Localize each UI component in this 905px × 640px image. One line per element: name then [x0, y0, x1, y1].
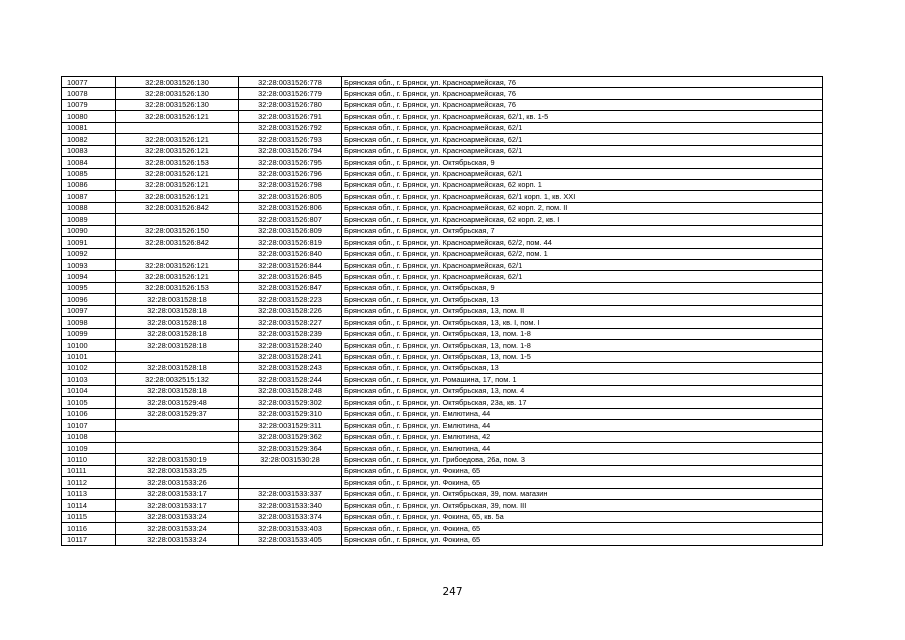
- cadastral-number-cell: 32:28:0031529:362: [239, 431, 342, 442]
- cadastral-number-cell: 32:28:0031529:311: [239, 420, 342, 431]
- table-row: [62, 534, 823, 545]
- table-row: [62, 340, 823, 351]
- table-row: [62, 465, 823, 476]
- table-row: [62, 191, 823, 202]
- cadastral-number-cell: 32:28:0031526:780: [239, 99, 342, 110]
- table-row: [62, 111, 823, 122]
- parent-cadastral-number-cell: [116, 214, 239, 225]
- table-row: [62, 500, 823, 511]
- address-cell: Брянская обл., г. Брянск, ул. Красноармейская, 62 корп. 2, кв. I: [342, 214, 823, 225]
- cadastral-number-cell: 32:28:0031528:227: [239, 317, 342, 328]
- record-number-cell: 10097: [62, 305, 116, 316]
- record-number-cell: 10086: [62, 179, 116, 190]
- cadastral-number-cell: 32:28:0031526:840: [239, 248, 342, 259]
- parent-cadastral-number-cell: 32:28:0031528:18: [116, 340, 239, 351]
- record-number-cell: 10116: [62, 523, 116, 534]
- address-cell: Брянская обл., г. Брянск, ул. Красноармейская, 62/1, кв. 1-5: [342, 111, 823, 122]
- address-cell: Брянская обл., г. Брянск, ул. Красноармейская, 76: [342, 88, 823, 99]
- cadastral-number-cell: 32:28:0031526:805: [239, 191, 342, 202]
- record-number-cell: 10108: [62, 431, 116, 442]
- table-row: [62, 488, 823, 499]
- record-number-cell: 10100: [62, 340, 116, 351]
- address-cell: Брянская обл., г. Брянск, ул. Емлютина, 44: [342, 408, 823, 419]
- table-row: [62, 282, 823, 293]
- record-number-cell: 10077: [62, 77, 116, 88]
- address-cell: Брянская обл., г. Брянск, ул. Фокина, 65: [342, 465, 823, 476]
- record-number-cell: 10105: [62, 397, 116, 408]
- cadastral-number-cell: 32:28:0031533:340: [239, 500, 342, 511]
- parent-cadastral-number-cell: 32:28:0031533:17: [116, 488, 239, 499]
- parent-cadastral-number-cell: 32:28:0031526:121: [116, 191, 239, 202]
- address-cell: Брянская обл., г. Брянск, ул. Октябрьская, 9: [342, 157, 823, 168]
- record-number-cell: 10106: [62, 408, 116, 419]
- table-row: [62, 157, 823, 168]
- address-cell: Брянская обл., г. Брянск, ул. Красноармейская, 62/1: [342, 145, 823, 156]
- address-cell: Брянская обл., г. Брянск, ул. Фокина, 65: [342, 534, 823, 545]
- parent-cadastral-number-cell: 32:28:0031533:24: [116, 523, 239, 534]
- record-number-cell: 10078: [62, 88, 116, 99]
- record-number-cell: 10112: [62, 477, 116, 488]
- parent-cadastral-number-cell: 32:28:0031526:121: [116, 134, 239, 145]
- table-row: [62, 99, 823, 110]
- table-row: [62, 248, 823, 259]
- record-number-cell: 10090: [62, 225, 116, 236]
- cadastral-number-cell: 32:28:0031526:792: [239, 122, 342, 133]
- cadastral-number-cell: 32:28:0031526:847: [239, 282, 342, 293]
- table-row: [62, 179, 823, 190]
- table-row: [62, 362, 823, 373]
- address-cell: Брянская обл., г. Брянск, ул. Емлютина, 44: [342, 443, 823, 454]
- record-number-cell: 10110: [62, 454, 116, 465]
- table-row: [62, 168, 823, 179]
- cadastral-number-cell: 32:28:0031526:794: [239, 145, 342, 156]
- address-cell: Брянская обл., г. Брянск, ул. Красноармейская, 76: [342, 77, 823, 88]
- address-cell: Брянская обл., г. Брянск, ул. Октябрьская, 39, пом. магазин: [342, 488, 823, 499]
- record-number-cell: 10103: [62, 374, 116, 385]
- table-row: [62, 134, 823, 145]
- address-cell: Брянская обл., г. Брянск, ул. Октябрьская, 7: [342, 225, 823, 236]
- record-number-cell: 10099: [62, 328, 116, 339]
- parent-cadastral-number-cell: 32:28:0031526:121: [116, 271, 239, 282]
- cadastral-number-cell: 32:28:0031526:795: [239, 157, 342, 168]
- table-row: [62, 214, 823, 225]
- parent-cadastral-number-cell: 32:28:0031526:121: [116, 145, 239, 156]
- record-number-cell: 10101: [62, 351, 116, 362]
- parent-cadastral-number-cell: 32:28:0031526:842: [116, 202, 239, 213]
- cadastral-number-cell: 32:28:0031530:28: [239, 454, 342, 465]
- cadastral-number-cell: 32:28:0031526:809: [239, 225, 342, 236]
- parent-cadastral-number-cell: 32:28:0031526:842: [116, 237, 239, 248]
- parent-cadastral-number-cell: 32:28:0031528:18: [116, 362, 239, 373]
- record-number-cell: 10092: [62, 248, 116, 259]
- record-number-cell: 10088: [62, 202, 116, 213]
- record-number-cell: 10098: [62, 317, 116, 328]
- record-number-cell: 10104: [62, 385, 116, 396]
- cadastral-number-cell: 32:28:0031526:798: [239, 179, 342, 190]
- parent-cadastral-number-cell: [116, 443, 239, 454]
- table-row: [62, 351, 823, 362]
- table-row: [62, 305, 823, 316]
- table-row: [62, 88, 823, 99]
- address-cell: Брянская обл., г. Брянск, ул. Ромашина, 17, пом. 1: [342, 374, 823, 385]
- table-row: [62, 328, 823, 339]
- parent-cadastral-number-cell: 32:28:0031526:150: [116, 225, 239, 236]
- table-row: [62, 385, 823, 396]
- address-cell: Брянская обл., г. Брянск, ул. Грибоедова, 26а, пом. 3: [342, 454, 823, 465]
- address-cell: Брянская обл., г. Брянск, ул. Красноармейская, 62 корп. 1: [342, 179, 823, 190]
- record-number-cell: 10107: [62, 420, 116, 431]
- parent-cadastral-number-cell: 32:28:0031526:121: [116, 260, 239, 271]
- address-cell: Брянская обл., г. Брянск, ул. Фокина, 65: [342, 523, 823, 534]
- cadastral-number-cell: 32:28:0031526:807: [239, 214, 342, 225]
- parent-cadastral-number-cell: 32:28:0031528:18: [116, 328, 239, 339]
- address-cell: Брянская обл., г. Брянск, ул. Октябрьская, 13: [342, 294, 823, 305]
- address-cell: Брянская обл., г. Брянск, ул. Красноармейская, 62/1: [342, 168, 823, 179]
- record-number-cell: 10095: [62, 282, 116, 293]
- parent-cadastral-number-cell: 32:28:0031529:48: [116, 397, 239, 408]
- cadastral-number-cell: 32:28:0031528:244: [239, 374, 342, 385]
- table-row: [62, 523, 823, 534]
- cadastral-number-cell: 32:28:0031529:364: [239, 443, 342, 454]
- parent-cadastral-number-cell: 32:28:0031529:37: [116, 408, 239, 419]
- cadastral-number-cell: 32:28:0031528:243: [239, 362, 342, 373]
- cadastral-number-cell: 32:28:0031533:337: [239, 488, 342, 499]
- cadastral-number-cell: 32:28:0031526:845: [239, 271, 342, 282]
- parent-cadastral-number-cell: 32:28:0031526:121: [116, 111, 239, 122]
- parent-cadastral-number-cell: 32:28:0031530:19: [116, 454, 239, 465]
- cadastral-number-cell: 32:28:0031529:302: [239, 397, 342, 408]
- record-number-cell: 10079: [62, 99, 116, 110]
- cadastral-number-cell: 32:28:0031528:226: [239, 305, 342, 316]
- parent-cadastral-number-cell: 32:28:0031533:17: [116, 500, 239, 511]
- address-cell: Брянская обл., г. Брянск, ул. Красноармейская, 62/1 корп. 1, кв. XXI: [342, 191, 823, 202]
- parent-cadastral-number-cell: 32:28:0031526:130: [116, 99, 239, 110]
- address-cell: Брянская обл., г. Брянск, ул. Октябрьская, 13, пом. 1-8: [342, 328, 823, 339]
- table-row: [62, 202, 823, 213]
- table-row: [62, 260, 823, 271]
- cadastral-number-cell: 32:28:0031526:793: [239, 134, 342, 145]
- address-cell: Брянская обл., г. Брянск, ул. Красноармейская, 62 корп. 2, пом. II: [342, 202, 823, 213]
- table-row: [62, 397, 823, 408]
- cadastral-number-cell: 32:28:0031533:405: [239, 534, 342, 545]
- record-number-cell: 10087: [62, 191, 116, 202]
- cadastral-number-cell: 32:28:0031526:796: [239, 168, 342, 179]
- cadastral-number-cell: 32:28:0031526:806: [239, 202, 342, 213]
- parent-cadastral-number-cell: 32:28:0031528:18: [116, 385, 239, 396]
- parent-cadastral-number-cell: 32:28:0031533:26: [116, 477, 239, 488]
- address-cell: Брянская обл., г. Брянск, ул. Октябрьская, 13: [342, 362, 823, 373]
- cadastral-number-cell: 32:28:0031529:310: [239, 408, 342, 419]
- table-row: [62, 431, 823, 442]
- parent-cadastral-number-cell: 32:28:0031528:18: [116, 294, 239, 305]
- cadastral-number-cell: 32:28:0031528:223: [239, 294, 342, 305]
- cadastral-number-cell: 32:28:0031528:248: [239, 385, 342, 396]
- record-number-cell: 10082: [62, 134, 116, 145]
- parent-cadastral-number-cell: 32:28:0031533:25: [116, 465, 239, 476]
- table-row: [62, 511, 823, 522]
- address-cell: Брянская обл., г. Брянск, ул. Октябрьская, 13, пом. 1-8: [342, 340, 823, 351]
- address-cell: Брянская обл., г. Брянск, ул. Красноармейская, 62/1: [342, 260, 823, 271]
- parent-cadastral-number-cell: 32:28:0031526:130: [116, 77, 239, 88]
- table-row: [62, 294, 823, 305]
- record-number-cell: 10109: [62, 443, 116, 454]
- cadastral-number-cell: 32:28:0031528:240: [239, 340, 342, 351]
- address-cell: Брянская обл., г. Брянск, ул. Октябрьская, 13, пом. II: [342, 305, 823, 316]
- cadastral-number-cell: [239, 465, 342, 476]
- table-row: [62, 420, 823, 431]
- record-number-cell: 10083: [62, 145, 116, 156]
- parent-cadastral-number-cell: 32:28:0031526:121: [116, 179, 239, 190]
- cadastral-number-cell: 32:28:0031533:403: [239, 523, 342, 534]
- record-number-cell: 10081: [62, 122, 116, 133]
- address-cell: Брянская обл., г. Брянск, ул. Красноармейская, 62/1: [342, 122, 823, 133]
- record-number-cell: 10094: [62, 271, 116, 282]
- record-number-cell: 10085: [62, 168, 116, 179]
- record-number-cell: 10096: [62, 294, 116, 305]
- address-cell: Брянская обл., г. Брянск, ул. Октябрьская, 39, пом. III: [342, 500, 823, 511]
- address-cell: Брянская обл., г. Брянск, ул. Октябрьская, 13, кв. I, пом. I: [342, 317, 823, 328]
- table-row: [62, 408, 823, 419]
- address-cell: Брянская обл., г. Брянск, ул. Красноармейская, 62/1: [342, 271, 823, 282]
- address-cell: Брянская обл., г. Брянск, ул. Красноармейская, 62/1: [342, 134, 823, 145]
- parent-cadastral-number-cell: 32:28:0032515:132: [116, 374, 239, 385]
- record-number-cell: 10114: [62, 500, 116, 511]
- address-cell: Брянская обл., г. Брянск, ул. Октябрьская, 13, пом. 1-5: [342, 351, 823, 362]
- parent-cadastral-number-cell: [116, 351, 239, 362]
- parent-cadastral-number-cell: 32:28:0031533:24: [116, 534, 239, 545]
- cadastral-number-cell: 32:28:0031528:241: [239, 351, 342, 362]
- parent-cadastral-number-cell: 32:28:0031526:153: [116, 157, 239, 168]
- address-cell: Брянская обл., г. Брянск, ул. Красноармейская, 62/2, пом. 44: [342, 237, 823, 248]
- record-number-cell: 10117: [62, 534, 116, 545]
- table-row: [62, 122, 823, 133]
- cadastral-number-cell: 32:28:0031526:778: [239, 77, 342, 88]
- table-row: [62, 145, 823, 156]
- parent-cadastral-number-cell: 32:28:0031526:130: [116, 88, 239, 99]
- record-number-cell: 10102: [62, 362, 116, 373]
- table-row: [62, 271, 823, 282]
- table-row: [62, 237, 823, 248]
- parent-cadastral-number-cell: [116, 122, 239, 133]
- address-cell: Брянская обл., г. Брянск, ул. Фокина, 65, кв. 5а: [342, 511, 823, 522]
- cadastral-number-cell: 32:28:0031526:844: [239, 260, 342, 271]
- cadastral-number-cell: 32:28:0031528:239: [239, 328, 342, 339]
- address-cell: Брянская обл., г. Брянск, ул. Красноармейская, 62/2, пом. 1: [342, 248, 823, 259]
- address-cell: Брянская обл., г. Брянск, ул. Красноармейская, 76: [342, 99, 823, 110]
- parent-cadastral-number-cell: [116, 420, 239, 431]
- record-number-cell: 10091: [62, 237, 116, 248]
- cadastral-number-cell: 32:28:0031533:374: [239, 511, 342, 522]
- record-number-cell: 10113: [62, 488, 116, 499]
- record-number-cell: 10084: [62, 157, 116, 168]
- record-number-cell: 10093: [62, 260, 116, 271]
- record-number-cell: 10089: [62, 214, 116, 225]
- cadastral-number-cell: [239, 477, 342, 488]
- table-row: [62, 374, 823, 385]
- parent-cadastral-number-cell: [116, 248, 239, 259]
- address-cell: Брянская обл., г. Брянск, ул. Октябрьская, 13, пом. 4: [342, 385, 823, 396]
- registry-table: [61, 76, 823, 546]
- table-row: [62, 443, 823, 454]
- parent-cadastral-number-cell: 32:28:0031526:153: [116, 282, 239, 293]
- address-cell: Брянская обл., г. Брянск, ул. Емлютина, 44: [342, 420, 823, 431]
- table-row: [62, 225, 823, 236]
- cadastral-number-cell: 32:28:0031526:779: [239, 88, 342, 99]
- page-number: 247: [442, 586, 463, 598]
- table-row: [62, 77, 823, 88]
- parent-cadastral-number-cell: 32:28:0031526:121: [116, 168, 239, 179]
- table-row: [62, 454, 823, 465]
- address-cell: Брянская обл., г. Брянск, ул. Фокина, 65: [342, 477, 823, 488]
- table-row: [62, 317, 823, 328]
- address-cell: Брянская обл., г. Брянск, ул. Октябрьская, 23а, кв. 17: [342, 397, 823, 408]
- record-number-cell: 10115: [62, 511, 116, 522]
- parent-cadastral-number-cell: [116, 431, 239, 442]
- address-cell: Брянская обл., г. Брянск, ул. Октябрьская, 9: [342, 282, 823, 293]
- cadastral-number-cell: 32:28:0031526:791: [239, 111, 342, 122]
- parent-cadastral-number-cell: 32:28:0031533:24: [116, 511, 239, 522]
- address-cell: Брянская обл., г. Брянск, ул. Емлютина, 42: [342, 431, 823, 442]
- parent-cadastral-number-cell: 32:28:0031528:18: [116, 317, 239, 328]
- parent-cadastral-number-cell: 32:28:0031528:18: [116, 305, 239, 316]
- cadastral-number-cell: 32:28:0031526:819: [239, 237, 342, 248]
- record-number-cell: 10111: [62, 465, 116, 476]
- registry-table-body: [62, 77, 823, 546]
- table-row: [62, 477, 823, 488]
- record-number-cell: 10080: [62, 111, 116, 122]
